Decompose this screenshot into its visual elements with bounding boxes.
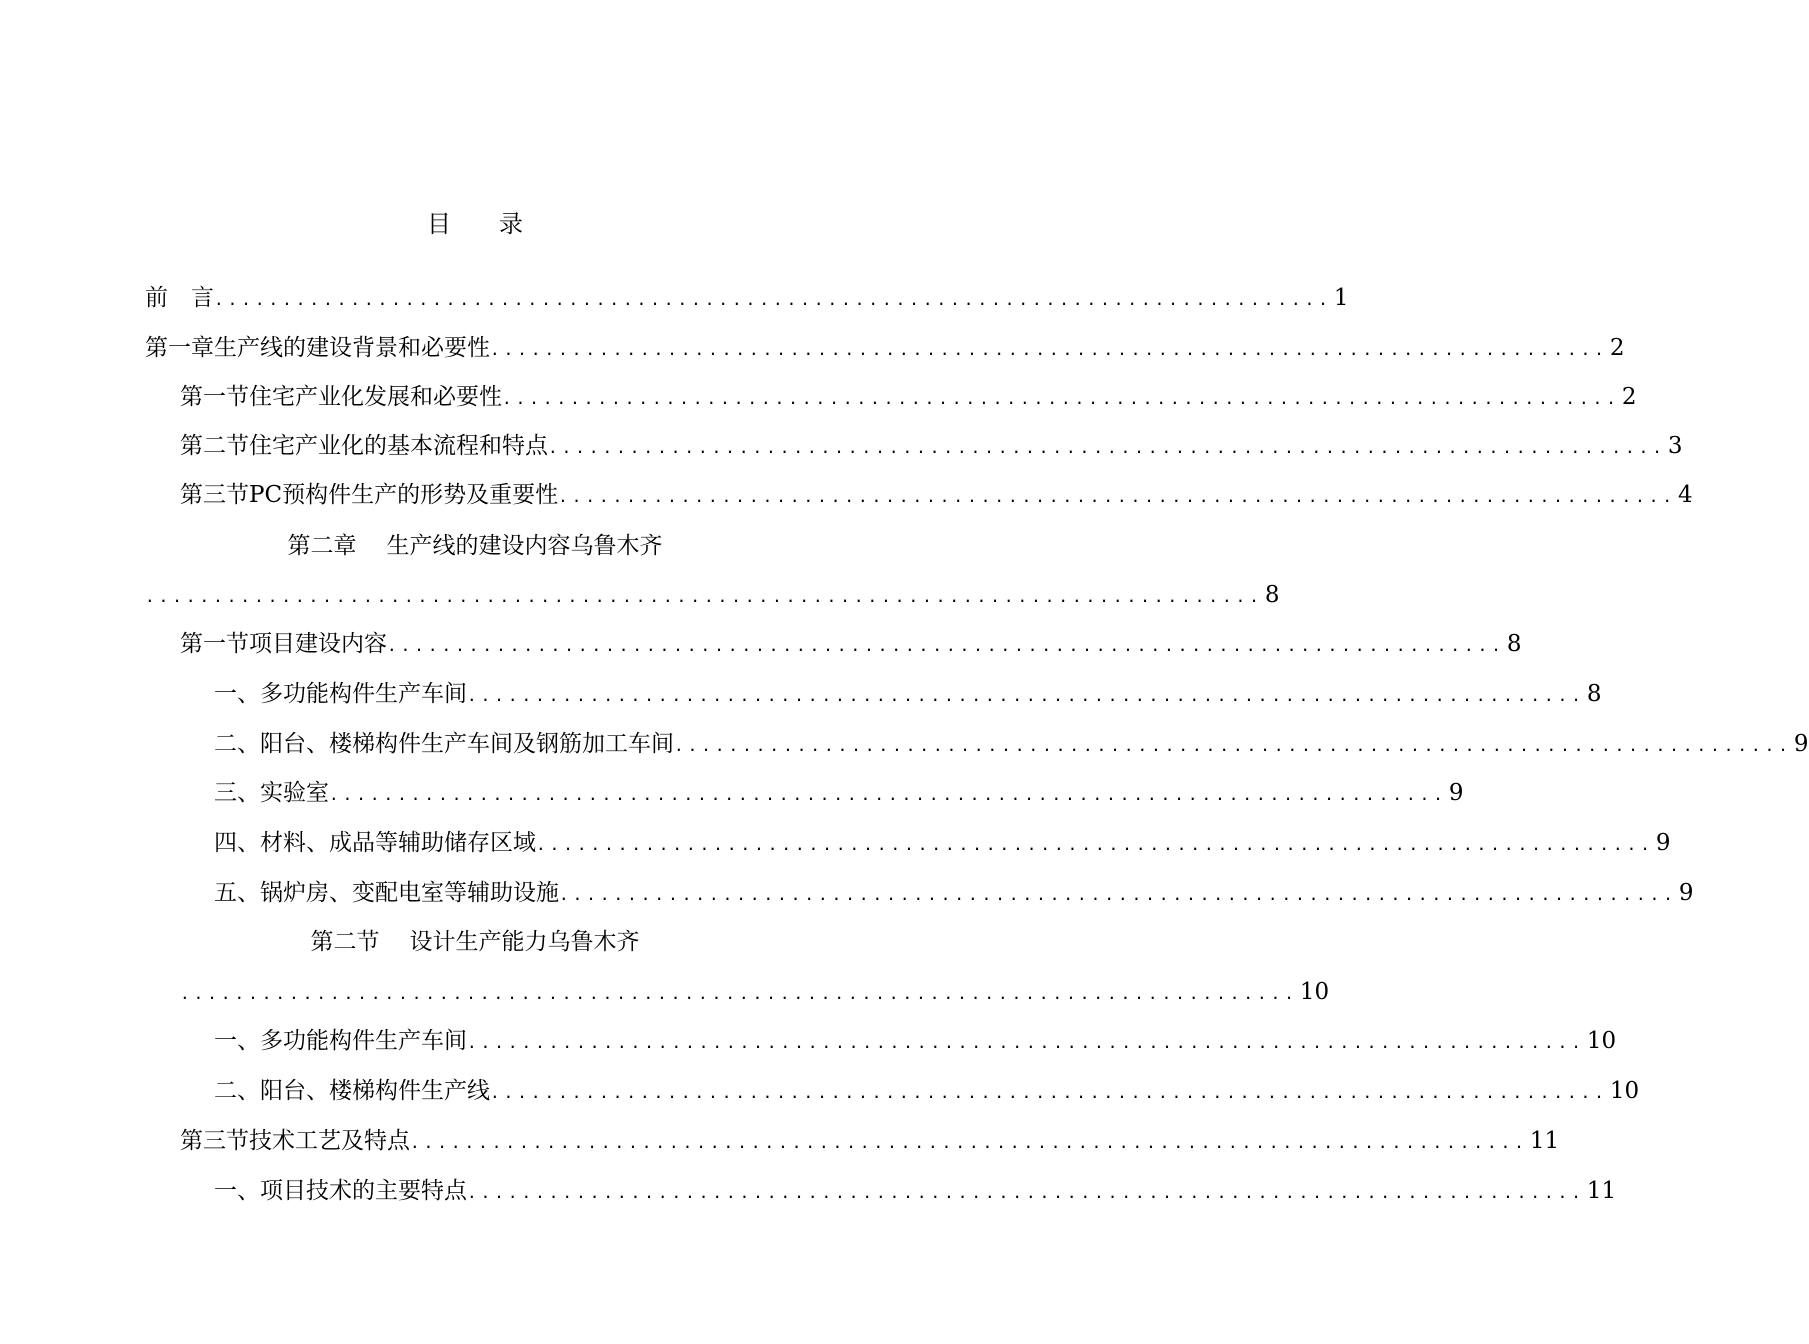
toc-entry-preface[interactable] [145, 280, 1349, 316]
toc-entry-label: 二、阳台、楼梯构件生产线 [214, 1078, 490, 1104]
toc-leader-dots: .................................................................................. [387, 636, 1505, 655]
toc-entry-section-1-2[interactable] [180, 428, 1683, 464]
toc-page-number: 8 [1264, 582, 1280, 608]
toc-entry-label: 前 言 [145, 285, 214, 311]
toc-page-number: 3 [1667, 433, 1683, 459]
toc-entry-section-1-3[interactable] [180, 477, 1693, 513]
toc-entry-item[interactable] [214, 676, 1602, 712]
toc-entry-item[interactable] [214, 1173, 1617, 1209]
toc-leader-dots: .................................................................................. [490, 1083, 1608, 1102]
toc-entry-number: 第一节 [180, 631, 249, 657]
toc-entry-label: PC预构件生产的形势及重要性 [249, 482, 559, 508]
toc-entry-item[interactable] [214, 775, 1464, 811]
toc-entry-section-2-2[interactable] [0, 924, 950, 960]
toc-page-number: 9 [1678, 880, 1694, 906]
toc-entry-label: 二、阳台、楼梯构件生产车间及钢筋加工车间 [214, 731, 674, 757]
toc-entry-item[interactable] [214, 825, 1671, 861]
toc-entry-number: 第三节 [180, 1128, 249, 1154]
toc-entry-label: 住宅产业化发展和必要性 [249, 384, 502, 410]
toc-page-number: 11 [1586, 1178, 1617, 1204]
toc-leader-dots: .................................................................................. [490, 340, 1608, 359]
toc-entry-label: 住宅产业化的基本流程和特点 [249, 433, 548, 459]
toc-entry-chapter-2[interactable] [0, 528, 950, 564]
toc-entry-label: 一、多功能构件生产车间 [214, 1028, 467, 1054]
toc-page-number: 2 [1621, 384, 1637, 410]
toc-page-number: 9 [1448, 780, 1464, 806]
toc-leader-dots: .................................................................................. [467, 1033, 1585, 1052]
toc-entry-item[interactable] [214, 1023, 1617, 1059]
toc-entry-number: 第一章 [145, 335, 214, 361]
toc-entry-number: 第二节 [310, 929, 380, 955]
toc-page-number: 10 [1586, 1028, 1617, 1054]
toc-entry-number: 第三节 [180, 482, 249, 508]
toc-entry-item[interactable] [214, 1073, 1640, 1109]
toc-page-number: 10 [1299, 979, 1330, 1005]
toc-leader-dots: .................................................................................. [467, 1183, 1585, 1202]
toc-leader-dots: .................................................................................. [467, 686, 1585, 705]
toc-page-number: 8 [1586, 681, 1602, 707]
toc-leader-dots: .................................................................................. [559, 885, 1677, 904]
toc-entry-label: 一、多功能构件生产车间 [214, 681, 467, 707]
toc-entry-label: 项目建设内容 [249, 631, 387, 657]
toc-entry-section-1-1[interactable] [180, 379, 1637, 415]
toc-entry-number: 第二章 [287, 533, 357, 559]
toc-leader-dots: .................................................................................. [329, 785, 1447, 804]
toc-entry-section-2-2-leader[interactable] [180, 974, 1330, 1010]
toc-entry-number: 第一节 [180, 384, 249, 410]
toc-entry-label: 生产线的建设内容乌鲁木齐 [386, 533, 663, 559]
toc-page-number: 8 [1506, 631, 1522, 657]
toc-entry-section-2-3[interactable] [180, 1123, 1560, 1159]
toc-page-number: 11 [1529, 1128, 1560, 1154]
toc-entry-chapter-2-leader[interactable] [145, 577, 1280, 613]
page-title: 目 录 [427, 210, 535, 238]
toc-leader-dots: .................................................................................. [558, 487, 1676, 506]
toc-page-number: 4 [1677, 482, 1693, 508]
toc-entry-section-2-1[interactable] [180, 626, 1522, 662]
toc-leader-dots: .................................................................................. [536, 835, 1654, 854]
toc-entry-item[interactable] [214, 726, 1809, 762]
toc-entry-number: 第二节 [180, 433, 249, 459]
toc-entry-label: 一、项目技术的主要特点 [214, 1178, 467, 1204]
toc-entry-label: 三、实验室 [214, 780, 329, 806]
toc-page-number: 9 [1793, 731, 1809, 757]
toc-entry-label: 生产线的建设背景和必要性 [214, 335, 490, 361]
toc-leader-dots: .................................................................................. [180, 984, 1298, 1003]
toc-entry-label: 四、材料、成品等辅助储存区域 [214, 830, 536, 856]
toc-leader-dots: .................................................................................. [145, 587, 1263, 606]
toc-leader-dots: .................................................................................. [410, 1133, 1528, 1152]
toc-leader-dots: .................................................................................. [214, 290, 1332, 309]
toc-entry-label: 设计生产能力乌鲁木齐 [409, 929, 640, 955]
toc-entry-item[interactable] [214, 875, 1694, 911]
toc-page-number: 9 [1655, 830, 1671, 856]
toc-entry-chapter-1[interactable] [145, 330, 1625, 366]
toc-leader-dots: .................................................................................. [548, 438, 1666, 457]
toc-page-number: 1 [1333, 285, 1349, 311]
toc-page-number: 10 [1609, 1078, 1640, 1104]
toc-leader-dots: .................................................................................. [502, 389, 1620, 408]
toc-entry-label: 五、锅炉房、变配电室等辅助设施 [214, 880, 559, 906]
toc-leader-dots: .................................................................................. [674, 736, 1792, 755]
toc-entry-label: 技术工艺及特点 [249, 1128, 410, 1154]
toc-page-number: 2 [1609, 335, 1625, 361]
